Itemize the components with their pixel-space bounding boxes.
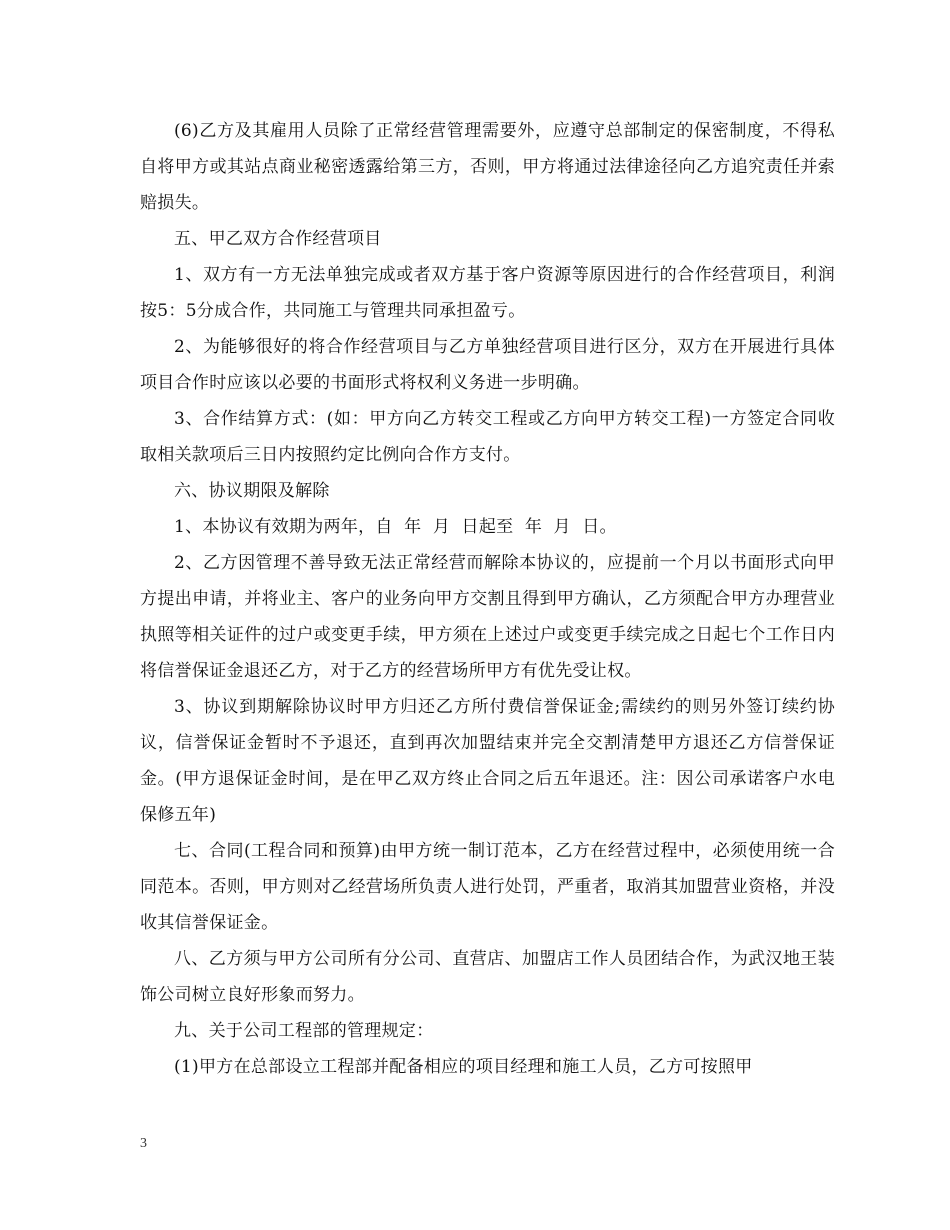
- paragraph: 2、乙方因管理不善导致无法正常经营而解除本协议的，应提前一个月以书面形式向甲方提出申请，并将业主、客户的业务向甲方交割且得到甲方确认，乙方须配合甲方办理营业执照等相关证件的过户或变更手续，甲方须在上述过户或变更手续完成之日起七个工作日内将信誉保证金退还乙方，对于乙方的经营场所甲方有优先受让权。: [140, 553, 835, 681]
- paragraph: (6)乙方及其雇用人员除了正常经营管理需要外，应遵守总部制定的保密制度，不得私自将甲方或其站点商业秘密透露给第三方，否则，甲方将通过法律途径向乙方追究责任并索赔损失。: [140, 121, 835, 213]
- section-heading: 五、甲乙双方合作经营项目: [174, 229, 382, 249]
- paragraph: 3、合作结算方式：(如：甲方向乙方转交工程或乙方向甲方转交工程)一方签定合同收取相关款项后三日内按照约定比例向合作方支付。: [140, 409, 835, 465]
- paragraph: 1、本协议有效期为两年，自 年 月 日起至 年 月 日。: [174, 517, 617, 537]
- section-heading: 六、协议期限及解除: [174, 481, 330, 501]
- paragraph: 3、协议到期解除协议时甲方归还乙方所付费信誉保证金;需续约的则另外签订续约协议，信誉保证金暂时不予退还，直到再次加盟结束并完全交割清楚甲方退还乙方信誉保证金。(甲方退保证金时间，是在甲乙双方终止合同之后五年退还。注：因公司承诺客户水电保修五年): [140, 697, 835, 825]
- paragraph: 八、乙方须与甲方公司所有分公司、直营店、加盟店工作人员团结合作，为武汉地王装饰公司树立良好形象而努力。: [140, 949, 835, 1005]
- paragraph: 1、双方有一方无法单独完成或者双方基于客户资源等原因进行的合作经营项目，利润按5：5分成合作，共同施工与管理共同承担盈亏。: [140, 265, 835, 321]
- section-heading: 九、关于公司工程部的管理规定：: [174, 1021, 434, 1041]
- paragraph: 七、合同(工程合同和预算)由甲方统一制订范本，乙方在经营过程中，必须使用统一合同范本。否则，甲方则对乙经营场所负责人进行处罚，严重者，取消其加盟营业资格，并没收其信誉保证金。: [140, 841, 835, 933]
- body-text: [140, 113, 835, 1085]
- paragraph: 2、为能够很好的将合作经营项目与乙方单独经营项目进行区分，双方在开展进行具体项目合作时应该以必要的书面形式将权利义务进一步明确。: [140, 337, 835, 393]
- paragraph: (1)甲方在总部设立工程部并配备相应的项目经理和施工人员，乙方可按照甲: [174, 1057, 753, 1077]
- page-number: 3: [140, 1136, 147, 1151]
